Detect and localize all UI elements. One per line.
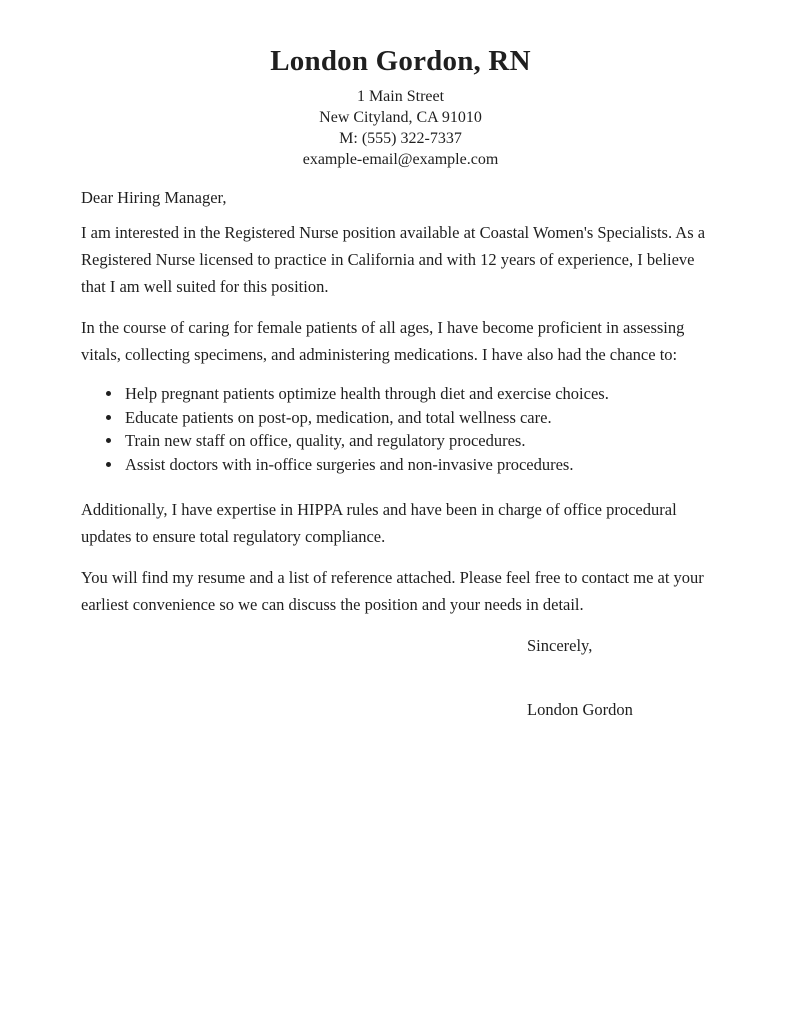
paragraph-compliance: Additionally, I have expertise in HIPPA rules and have been in charge of office procedural updates to ensure total regulatory compliance. [81, 500, 677, 546]
signature-block [81, 632, 720, 723]
address-line-street: 1 Main Street [356, 88, 445, 105]
bullet-item-staff-training: • Train new staff on office, quality, and regulatory procedures. [123, 429, 720, 453]
paragraph-contact: You will find my resume and a list of reference attached. Please feel free to contact me at your earliest convenience so we can discuss the position and your needs in detail. [81, 568, 704, 614]
bullet-item-diet-exercise: • Help pregnant patients optimize health through diet and exercise choices. [123, 382, 720, 406]
bullet-item-patient-education: • Educate patients on post-op, medication, and total wellness care. [123, 406, 720, 430]
phone-line: M: (555) 322-7337 [339, 130, 462, 147]
signoff: Sincerely, [527, 636, 593, 655]
letter-author-name: London Gordon, RN [270, 45, 531, 77]
signature-name: London Gordon [527, 700, 633, 719]
letter-body [81, 184, 720, 723]
bullet-item-assist-doctors: • Assist doctors with in-office surgeries and non-invasive procedures. [123, 453, 720, 477]
email-line: example-email@example.com [302, 151, 499, 168]
address-line-city: New Cityland, CA 91010 [319, 109, 482, 126]
paragraph-intro: I am interested in the Registered Nurse position available at Coastal Women's Specialists. As a Registered Nurse licensed to practice in California and with 12 years of experience, I believe that I am well suited for this position. [81, 223, 706, 296]
salutation: Dear Hiring Manager, [81, 188, 227, 207]
paragraph-experience: In the course of caring for female patients of all ages, I have become proficient in assessing vitals, collecting specimens, and administering medications. I have also had the chance to: [81, 318, 685, 364]
letter-header [81, 44, 720, 170]
skills-list [81, 382, 720, 476]
